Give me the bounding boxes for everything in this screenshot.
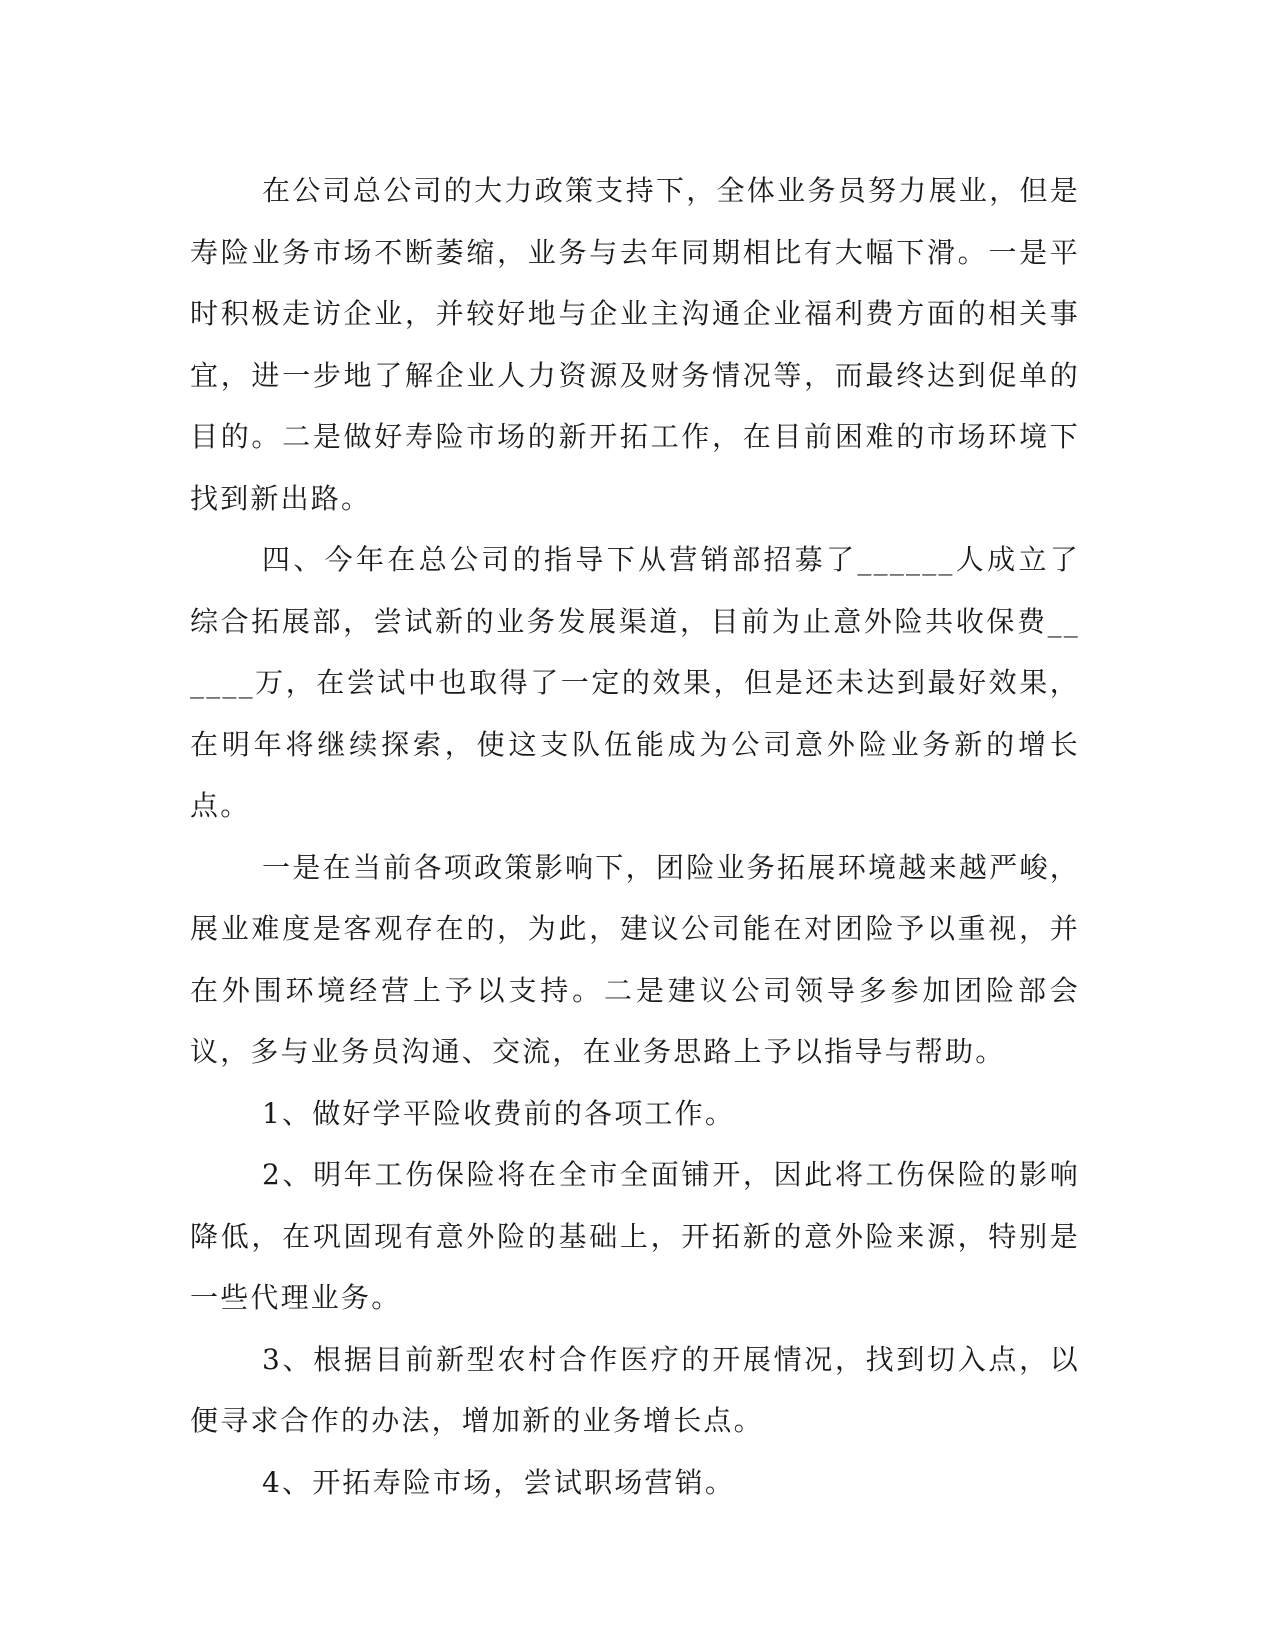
list-item-4: 4、开拓寿险市场，尝试职场营销。 [262, 1465, 736, 1499]
list-item-3: 3、根据目前新型农村合作医疗的开展情况，找到切入点，以便寻求合作的办法，增加新的业务增长点。 [190, 1342, 1080, 1437]
paragraph-2: 四、今年在总公司的指导下从营销部招募了______人成立了综合拓展部，尝试新的业务发展渠道，目前为止意外险共收保费______万，在尝试中也取得了一定的效果，但是还未达到最好效果，在明年将继续探索，使这支队伍能成为公司意外险业务新的增长点。 [190, 543, 1080, 822]
body-text [190, 160, 1080, 1513]
list-item-1: 1、做好学平险收费前的各项工作。 [262, 1096, 736, 1130]
paragraph-3: 一是在当前各项政策影响下，团险业务拓展环境越来越严峻，展业难度是客观存在的，为此，建议公司能在对团险予以重视，并在外围环境经营上予以支持。二是建议公司领导多参加团险部会议，多与业务员沟通、交流，在业务思路上予以指导与帮助。 [190, 850, 1080, 1068]
list-item-2: 2、明年工伤保险将在全市全面铺开，因此将工伤保险的影响降低，在巩固现有意外险的基础上，开拓新的意外险来源，特别是一些代理业务。 [190, 1158, 1080, 1314]
paragraph-1: 在公司总公司的大力政策支持下，全体业务员努力展业，但是寿险业务市场不断萎缩，业务与去年同期相比有大幅下滑。一是平时积极走访企业，并较好地与企业主沟通企业福利费方面的相关事宜，进一步地了解企业人力资源及财务情况等，而最终达到促单的目的。二是做好寿险市场的新开拓工作，在目前困难的市场环境下找到新出路。 [190, 174, 1080, 515]
